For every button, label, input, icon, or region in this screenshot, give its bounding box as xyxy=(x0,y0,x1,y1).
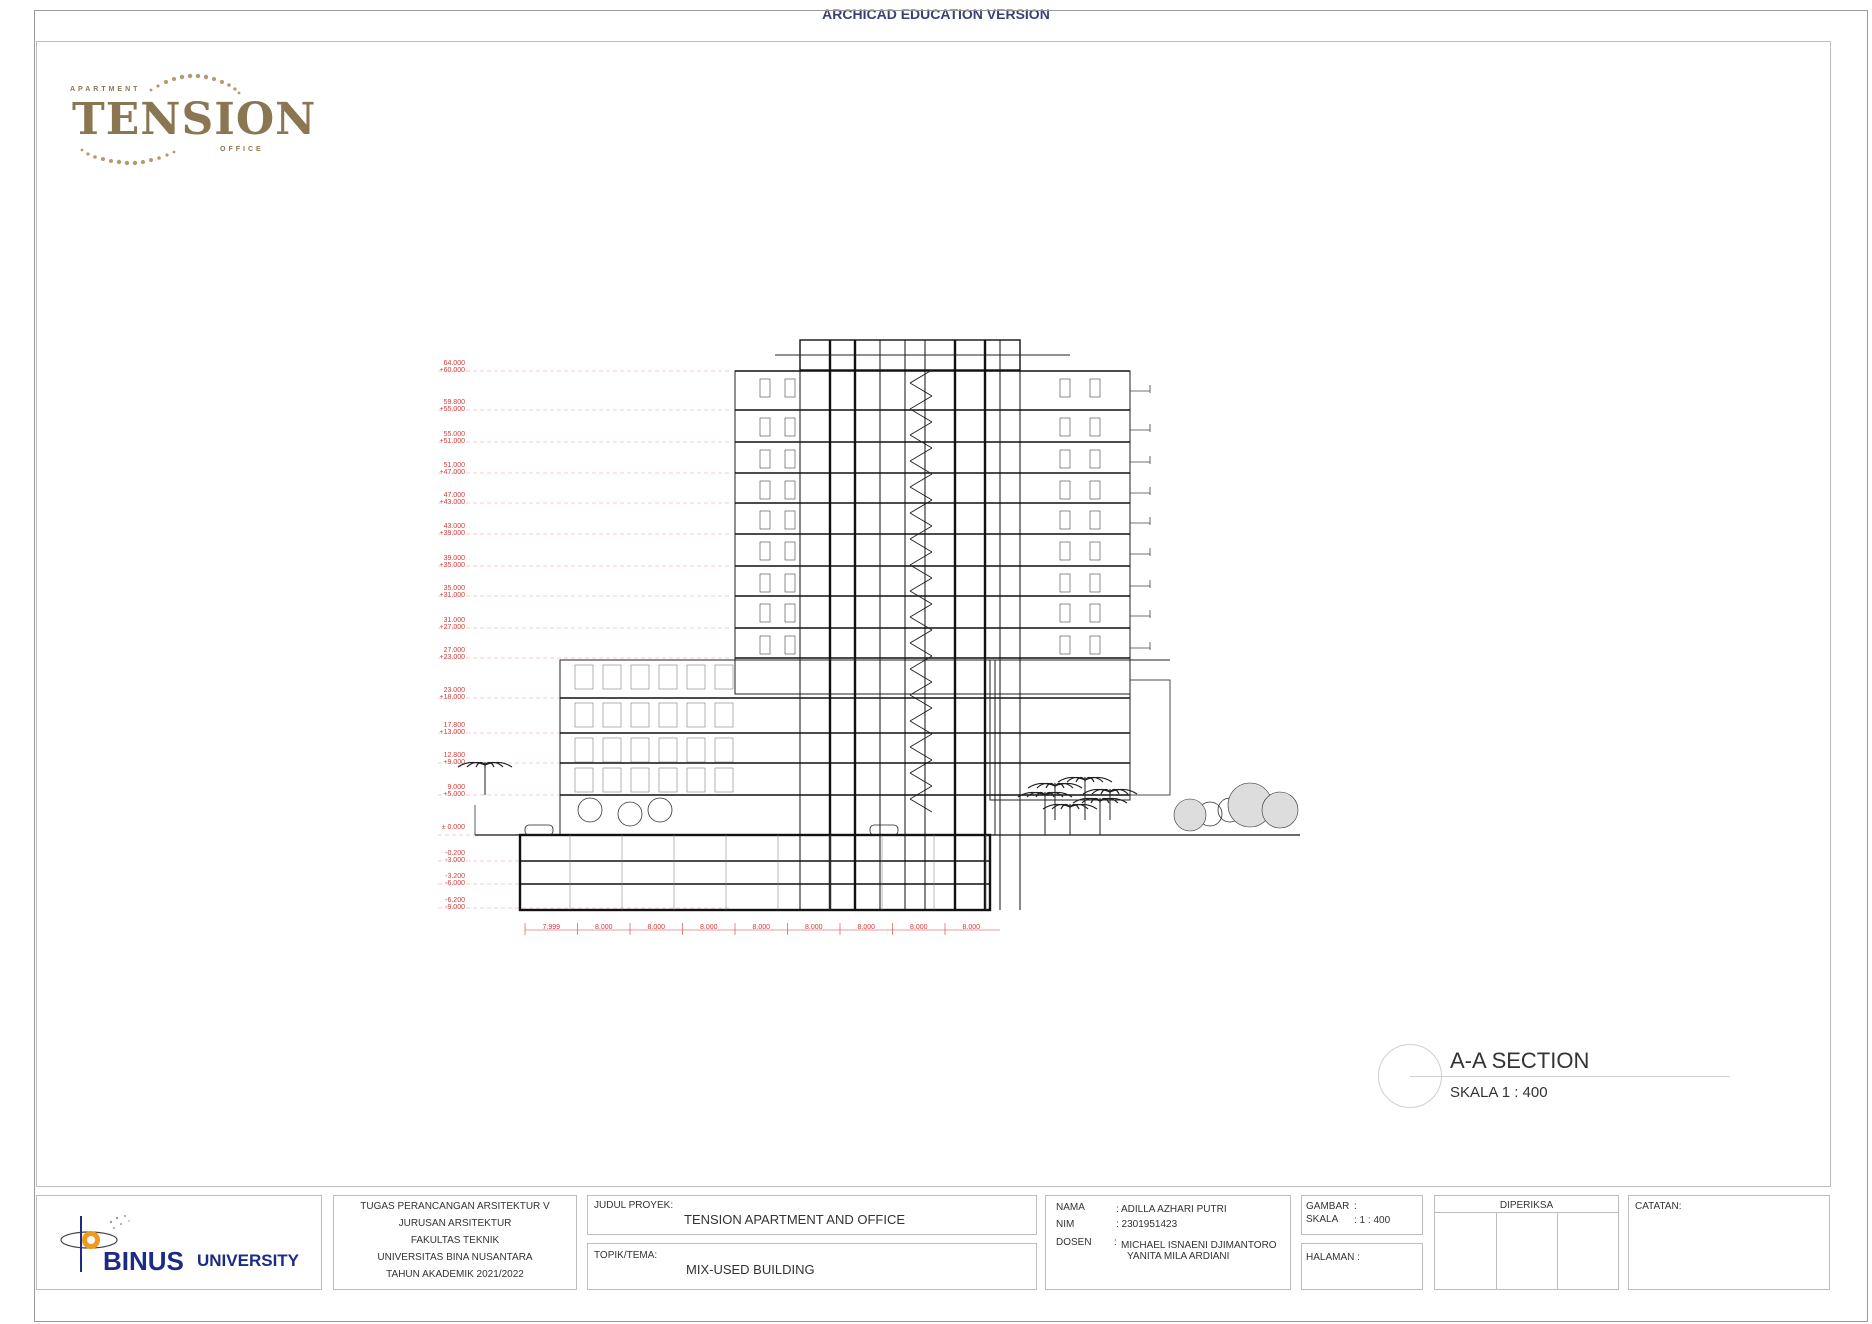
stair-flight xyxy=(910,734,932,747)
podium-window xyxy=(659,768,677,792)
podium-window xyxy=(575,703,593,727)
level-sublabel: +31.000 xyxy=(439,592,465,599)
level-label: 39.000 xyxy=(443,555,465,562)
level-sublabel: +51.000 xyxy=(439,438,465,445)
podium-right-atrium xyxy=(1130,680,1170,795)
tree-canopy xyxy=(648,798,672,822)
podium-window xyxy=(575,738,593,762)
window xyxy=(1090,418,1100,436)
podium-window xyxy=(715,768,733,792)
section-scale: SKALA 1 : 400 xyxy=(1450,1084,1548,1101)
checked-box xyxy=(1434,1195,1619,1290)
dosen-2: YANITA MILA ARDIANI xyxy=(1127,1251,1230,1262)
stair-flight xyxy=(910,565,932,578)
podium-window xyxy=(715,665,733,689)
halaman-label: HALAMAN : xyxy=(1306,1252,1360,1263)
dosen-label: DOSEN xyxy=(1056,1237,1092,1248)
page-box xyxy=(1301,1243,1423,1290)
stair-flight xyxy=(910,552,932,565)
dimension-label: 8.000 xyxy=(594,924,613,931)
stair-flight xyxy=(910,539,932,552)
window xyxy=(760,542,770,560)
level-label: 12.800 xyxy=(443,752,465,759)
level-sublabel: +35.000 xyxy=(439,562,465,569)
car xyxy=(525,825,553,835)
level-label: 23.000 xyxy=(443,687,465,694)
window xyxy=(760,604,770,622)
tree-canopy xyxy=(1174,799,1206,831)
podium-window xyxy=(631,738,649,762)
podium-right-block xyxy=(990,660,1130,800)
university-wordmark: UNIVERSITY xyxy=(197,1251,300,1270)
window xyxy=(1090,636,1100,654)
level-label: 55.000 xyxy=(443,431,465,438)
stair-flight xyxy=(910,682,932,695)
podium-window xyxy=(659,703,677,727)
gambar-colon: : xyxy=(1354,1201,1357,1212)
section-title: A-A SECTION xyxy=(1450,1048,1590,1073)
stair-flight xyxy=(910,422,932,435)
level-sublabel: +13.000 xyxy=(439,729,465,736)
window xyxy=(785,636,795,654)
window xyxy=(785,418,795,436)
binus-wordmark: BINUS xyxy=(103,1246,184,1276)
course-line: TUGAS PERANCANGAN ARSITEKTUR V xyxy=(360,1201,550,1212)
nim-value: : 2301951423 xyxy=(1116,1219,1178,1230)
level-label: 43.000 xyxy=(443,523,465,530)
stair-flight xyxy=(910,370,932,383)
nim-label: NIM xyxy=(1056,1219,1075,1230)
window xyxy=(1060,542,1070,560)
stair-flight xyxy=(910,799,932,812)
course-line: JURUSAN ARSITEKTUR xyxy=(398,1218,512,1229)
level-label: 35.000 xyxy=(443,585,465,592)
level-sublabel: +27.000 xyxy=(439,624,465,631)
skala-value: : 1 : 400 xyxy=(1354,1215,1391,1226)
podium-window xyxy=(631,665,649,689)
student-info-box xyxy=(1045,1195,1291,1290)
stair-flight xyxy=(910,760,932,773)
window xyxy=(1060,636,1070,654)
skala-label: SKALA xyxy=(1306,1214,1339,1225)
stair-flight xyxy=(910,630,932,643)
window xyxy=(1060,511,1070,529)
level-label: 47.000 xyxy=(443,492,465,499)
dimension-label: 8.000 xyxy=(909,924,928,931)
name-value: : ADILLA AZHARI PUTRI xyxy=(1116,1204,1227,1215)
logo-top-text: APARTMENT xyxy=(70,86,141,93)
podium-window xyxy=(603,703,621,727)
section-drawing xyxy=(430,335,1330,955)
tree-canopy xyxy=(578,798,602,822)
window xyxy=(1060,574,1070,592)
car xyxy=(870,825,898,835)
section-drawing-svg xyxy=(430,335,1330,955)
window xyxy=(1060,450,1070,468)
window xyxy=(785,574,795,592)
tension-logo xyxy=(68,70,317,175)
window xyxy=(785,604,795,622)
podium-window xyxy=(715,738,733,762)
podium-window xyxy=(631,768,649,792)
stair-flight xyxy=(910,448,932,461)
level-sublabel: +5.000 xyxy=(443,791,465,798)
dimension-label: 8.000 xyxy=(857,924,876,931)
level-sublabel: +47.000 xyxy=(439,469,465,476)
basement-outline xyxy=(520,835,990,910)
section-title-underline xyxy=(1410,1076,1730,1077)
stair-flight xyxy=(910,786,932,799)
theme-box xyxy=(587,1243,1037,1290)
checked-col-divider xyxy=(1557,1212,1558,1289)
project-label: JUDUL PROYEK: xyxy=(594,1200,674,1211)
window xyxy=(1060,604,1070,622)
course-line: UNIVERSITAS BINA NUSANTARA xyxy=(377,1252,533,1263)
stair-flight xyxy=(910,669,932,682)
stair-flight xyxy=(910,773,932,786)
section-title-block xyxy=(1378,1044,1738,1114)
level-label: ± 0.000 xyxy=(441,824,465,831)
catatan-label: CATATAN: xyxy=(1635,1201,1682,1212)
stair-flight xyxy=(910,487,932,500)
level-label: -0.200 xyxy=(445,850,465,857)
dimension-label: 8.000 xyxy=(962,924,981,931)
window xyxy=(1090,511,1100,529)
level-sublabel: -9.000 xyxy=(445,904,465,911)
theme-value: MIX-USED BUILDING xyxy=(686,1262,815,1277)
podium-window xyxy=(603,768,621,792)
level-label: 51.000 xyxy=(443,462,465,469)
window xyxy=(1060,481,1070,499)
level-sublabel: +23.000 xyxy=(439,654,465,661)
stair-flight xyxy=(910,591,932,604)
level-label: 31.000 xyxy=(443,617,465,624)
drawing-info-box xyxy=(1301,1195,1423,1235)
window xyxy=(760,636,770,654)
podium-window xyxy=(659,665,677,689)
stair-flight xyxy=(910,383,932,396)
window xyxy=(785,542,795,560)
podium-window xyxy=(659,738,677,762)
checked-col-divider xyxy=(1496,1212,1497,1289)
podium-window xyxy=(631,703,649,727)
stair-flight xyxy=(910,474,932,487)
stair-flight xyxy=(910,604,932,617)
podium-window xyxy=(687,665,705,689)
window xyxy=(760,481,770,499)
level-sublabel: +9.000 xyxy=(443,759,465,766)
level-sublabel: -3.000 xyxy=(445,857,465,864)
course-info-box xyxy=(333,1195,577,1290)
stair-flight xyxy=(910,695,932,708)
diperiksa-label: DIPERIKSA xyxy=(1499,1200,1554,1211)
window xyxy=(785,450,795,468)
level-label: 9.000 xyxy=(447,784,465,791)
dimension-label: 8.000 xyxy=(804,924,823,931)
stair-flight xyxy=(910,409,932,422)
level-label: -6.200 xyxy=(445,897,465,904)
level-sublabel: +39.000 xyxy=(439,530,465,537)
window xyxy=(785,379,795,397)
level-label: -3.200 xyxy=(445,873,465,880)
stair-flight xyxy=(910,526,932,539)
stair-flight xyxy=(910,513,932,526)
dosen-1: MICHAEL ISNAENI DJIMANTORO xyxy=(1121,1240,1277,1251)
course-line: TAHUN AKADEMIK 2021/2022 xyxy=(386,1269,524,1280)
podium-window xyxy=(603,665,621,689)
watermark: ARCHICAD EDUCATION VERSION xyxy=(822,6,1050,22)
window xyxy=(785,481,795,499)
level-sublabel: +60.000 xyxy=(439,367,465,374)
window xyxy=(760,450,770,468)
stair-flight xyxy=(910,643,932,656)
logo-wordmark: TENSION xyxy=(72,94,317,145)
podium-window xyxy=(575,768,593,792)
window xyxy=(760,574,770,592)
project-title-box xyxy=(587,1195,1037,1235)
level-label: 27.000 xyxy=(443,647,465,654)
window xyxy=(1090,574,1100,592)
window xyxy=(760,418,770,436)
window xyxy=(1090,542,1100,560)
podium-window xyxy=(575,665,593,689)
gambar-label: GAMBAR xyxy=(1306,1201,1350,1212)
window xyxy=(760,511,770,529)
stair-flight xyxy=(910,721,932,734)
podium-window xyxy=(687,738,705,762)
stair-flight xyxy=(910,708,932,721)
window xyxy=(1090,450,1100,468)
level-label: 17.800 xyxy=(443,722,465,729)
window xyxy=(1090,379,1100,397)
dimension-label: 8.000 xyxy=(752,924,771,931)
stair-flight xyxy=(910,396,932,409)
podium-window xyxy=(687,703,705,727)
stair-flight xyxy=(910,747,932,760)
stair-flight xyxy=(910,500,932,513)
podium-window xyxy=(603,738,621,762)
stair-flight xyxy=(910,578,932,591)
checked-divider xyxy=(1435,1212,1618,1213)
course-line: FAKULTAS TEKNIK xyxy=(410,1235,500,1246)
level-label: 64.000 xyxy=(443,360,465,367)
window xyxy=(1090,604,1100,622)
podium-window xyxy=(687,768,705,792)
tree-canopy xyxy=(618,802,642,826)
name-label: NAMA xyxy=(1056,1202,1085,1213)
level-sublabel: +55.000 xyxy=(439,406,465,413)
level-sublabel: -6.000 xyxy=(445,880,465,887)
dimension-label: 7.999 xyxy=(542,924,561,931)
project-value: TENSION APARTMENT AND OFFICE xyxy=(684,1212,906,1227)
window xyxy=(785,511,795,529)
podium-outline xyxy=(560,660,995,835)
university-logo-box xyxy=(36,1195,322,1290)
stair-flight xyxy=(910,461,932,474)
window xyxy=(1060,379,1070,397)
logo-bottom-text: OFFICE xyxy=(220,146,264,153)
dosen-colon: : xyxy=(1114,1237,1117,1248)
window xyxy=(760,379,770,397)
theme-label: TOPIK/TEMA: xyxy=(594,1250,658,1261)
level-sublabel: +43.000 xyxy=(439,499,465,506)
tree-canopy xyxy=(1262,792,1298,828)
level-label: 59.800 xyxy=(443,399,465,406)
level-sublabel: +18.000 xyxy=(439,694,465,701)
dimension-label: 8.000 xyxy=(699,924,718,931)
window xyxy=(1060,418,1070,436)
window xyxy=(1090,481,1100,499)
podium-window xyxy=(715,703,733,727)
notes-box xyxy=(1628,1195,1830,1290)
tower-outline xyxy=(735,371,1130,694)
dimension-label: 8.000 xyxy=(647,924,666,931)
